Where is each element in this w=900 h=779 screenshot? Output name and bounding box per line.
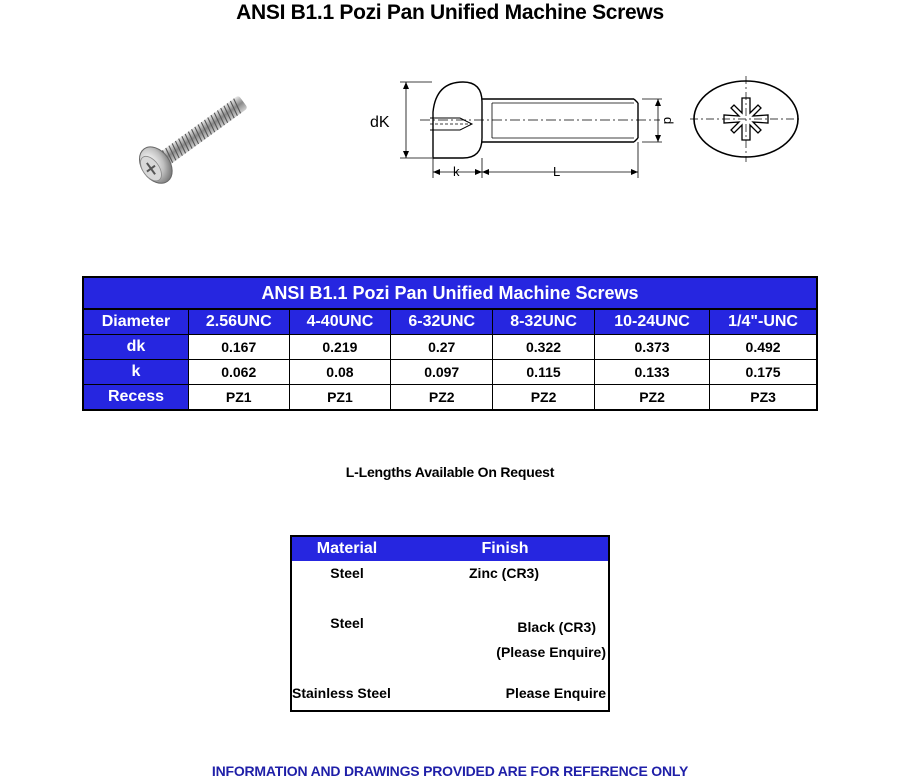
header-col: 10-24UNC (594, 309, 709, 335)
header-col: 6-32UNC (391, 309, 493, 335)
screw-side-drawing (360, 72, 690, 184)
table-cell: PZ2 (493, 385, 595, 411)
header-col: 4-40UNC (289, 309, 391, 335)
material-table (290, 535, 610, 712)
table-cell: 0.373 (594, 335, 709, 360)
table-row (291, 561, 609, 611)
label-d: d (661, 117, 676, 125)
lengths-note: L-Lengths Available On Request (345, 464, 555, 480)
table-cell: 0.322 (493, 335, 595, 360)
header-col: 1/4"-UNC (710, 309, 817, 335)
finish-cell: Please Enquire (505, 685, 606, 701)
table-row (83, 335, 817, 360)
label-dk: dK (370, 114, 390, 131)
page-title: ANSI B1.1 Pozi Pan Unified Machine Screws (236, 1, 664, 24)
table-cell: PZ1 (189, 385, 290, 411)
pozi-recess-drawing (690, 76, 802, 162)
finish-cell: Zinc (CR3) (469, 565, 539, 581)
spec-table-title: ANSI B1.1 Pozi Pan Unified Machine Screws (83, 277, 817, 309)
header-diameter: Diameter (83, 309, 189, 335)
spec-table (82, 276, 818, 411)
table-cell: PZ2 (391, 385, 493, 411)
finish-cell: Black (CR3) (517, 619, 596, 635)
screw-photo (118, 86, 260, 196)
header-material: Material (291, 536, 402, 561)
reference-disclaimer: INFORMATION AND DRAWINGS PROVIDED ARE FOR REFERENCE ONLY (211, 763, 689, 779)
header-finish: Finish (402, 536, 609, 561)
table-cell: 0.133 (594, 360, 709, 385)
table-cell: 0.167 (189, 335, 290, 360)
finish-note: (Please Enquire) (496, 644, 606, 660)
table-row (291, 685, 609, 711)
material-header-row (291, 536, 609, 561)
table-cell: 0.175 (710, 360, 817, 385)
table-cell: 0.08 (289, 360, 391, 385)
table-cell: 0.27 (391, 335, 493, 360)
table-cell: 0.219 (289, 335, 391, 360)
spec-header-row (83, 309, 817, 335)
label-L: L (553, 164, 561, 179)
label-k: k (453, 164, 460, 179)
table-cell: PZ1 (289, 385, 391, 411)
table-cell: PZ3 (710, 385, 817, 411)
material-cell: Stainless Steel (292, 685, 391, 701)
table-cell: 0.115 (493, 360, 595, 385)
table-row (83, 360, 817, 385)
row-label-dk: dk (83, 335, 189, 360)
table-cell: 0.062 (189, 360, 290, 385)
table-cell: 0.097 (391, 360, 493, 385)
header-col: 2.56UNC (189, 309, 290, 335)
row-label-recess: Recess (83, 385, 189, 411)
material-cell: Steel (330, 615, 364, 631)
table-row (291, 611, 609, 685)
table-cell: 0.492 (710, 335, 817, 360)
table-row (83, 385, 817, 411)
row-label-k: k (83, 360, 189, 385)
table-cell: PZ2 (594, 385, 709, 411)
material-cell: Steel (330, 565, 364, 581)
header-col: 8-32UNC (493, 309, 595, 335)
